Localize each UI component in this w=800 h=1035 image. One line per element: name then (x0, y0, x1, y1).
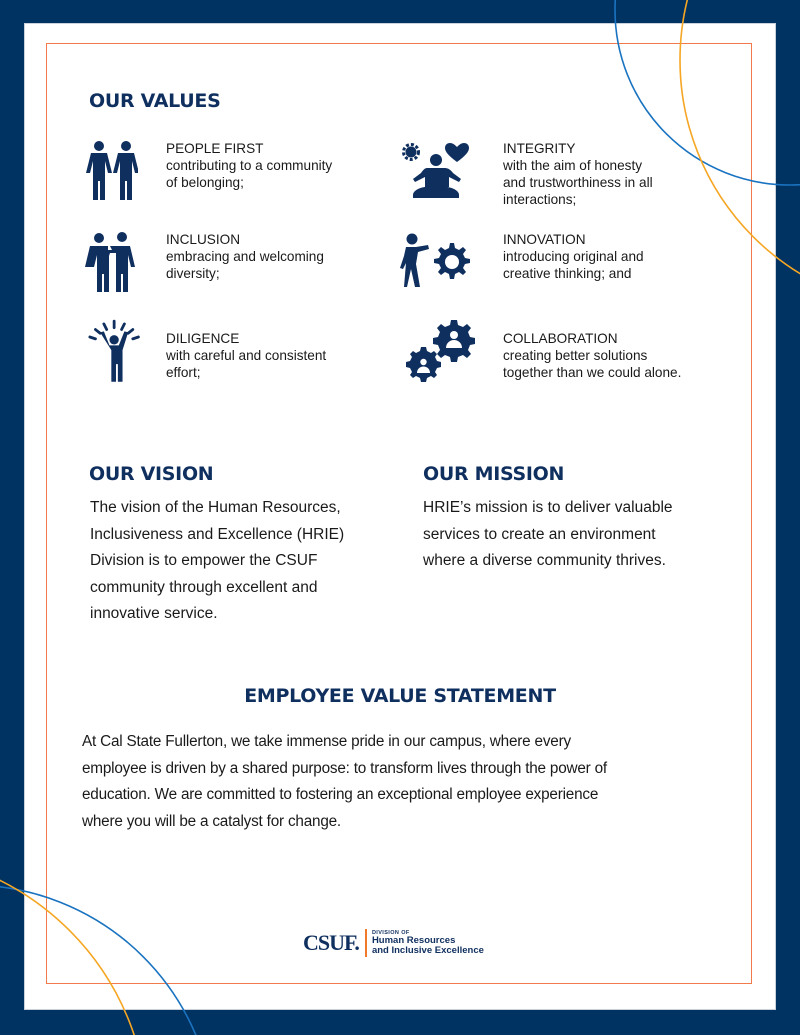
embracing-people-icon (82, 231, 138, 293)
division-line-2: and Inclusive Excellence (371, 945, 484, 956)
vision-line: Inclusiveness and Excellence (HRIE) (90, 525, 345, 543)
value-desc-line: introducing original and (503, 249, 644, 264)
value-diligence (88, 318, 326, 384)
two-people-icon (82, 140, 138, 200)
mission-line: services to create an environment (423, 525, 656, 543)
evs-text (82, 729, 732, 835)
person-pushing-gear-icon (400, 231, 476, 291)
vision-text (90, 495, 400, 628)
division-of-label: DIVISION OF (371, 930, 410, 936)
vision-heading: OUR VISION (89, 463, 214, 485)
value-title: PEOPLE FIRST (166, 141, 264, 156)
meditating-person-icon (400, 140, 472, 200)
value-inclusion (82, 231, 324, 293)
value-desc-line: together than we could alone. (503, 365, 682, 380)
vision-line: Division is to empower the CSUF (90, 552, 318, 569)
mission-line: where a diverse community thrives. (423, 552, 666, 569)
evs-line: education. We are committed to fostering an exceptional employee experience (82, 786, 599, 803)
vision-line: innovative service. (90, 605, 218, 622)
value-title: DILIGENCE (166, 331, 240, 346)
vision-line: community through excellent and (90, 578, 318, 596)
value-people-first (82, 140, 332, 200)
mission-line: HRIE’s mission is to deliver valuable (423, 499, 673, 516)
gears-people-icon (405, 318, 477, 382)
value-desc-line: creating better solutions (503, 348, 648, 363)
value-desc-line: diversity; (166, 266, 220, 281)
value-title: INNOVATION (503, 232, 586, 247)
evs-line: employee is driven by a shared purpose: to transform lives through the power of (82, 759, 607, 777)
value-collaboration (405, 318, 681, 382)
evs-heading: EMPLOYEE VALUE STATEMENT (244, 685, 556, 707)
csuf-wordmark: CSUF. (303, 930, 359, 955)
value-desc-line: creative thinking; and (503, 266, 632, 281)
value-desc-line: embracing and welcoming (166, 249, 324, 264)
values-heading: OUR VALUES (89, 90, 221, 112)
mission-heading: OUR MISSION (423, 463, 565, 485)
value-desc-line: effort; (166, 365, 201, 380)
value-desc-line: and trustworthiness in all (503, 175, 653, 190)
value-title: INCLUSION (166, 232, 241, 247)
value-integrity (400, 140, 653, 208)
logo-divider (365, 929, 367, 957)
division-name (372, 930, 484, 956)
value-title: INTEGRITY (503, 141, 576, 156)
value-desc-line: with careful and consistent (166, 348, 327, 363)
value-desc-line: with the aim of honesty (503, 158, 643, 173)
evs-line: At Cal State Fullerton, we take immense pride in our campus, where every (82, 733, 571, 750)
value-desc-line: of belonging; (166, 175, 244, 190)
value-innovation (400, 231, 644, 291)
value-desc-line: interactions; (503, 192, 577, 207)
person-arms-raised-icon (88, 318, 144, 384)
value-desc-line: contributing to a community (166, 158, 333, 173)
mission-text (423, 495, 743, 575)
csuf-hrie-logo (303, 929, 484, 957)
vision-line: The vision of the Human Resources, (90, 499, 341, 516)
evs-line: where you will be a catalyst for change. (82, 812, 341, 830)
division-line-1: Human Resources (371, 935, 456, 946)
value-title: COLLABORATION (503, 331, 618, 346)
